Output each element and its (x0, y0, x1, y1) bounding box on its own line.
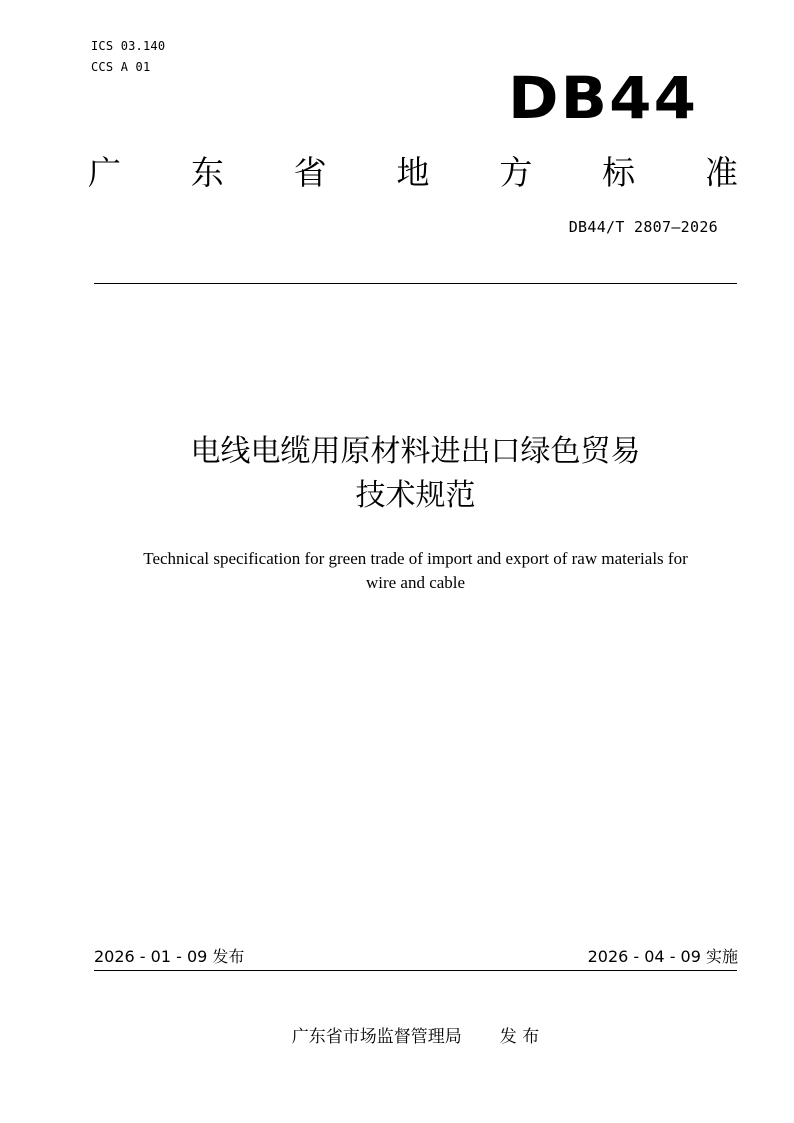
standard-type-char: 准 (704, 153, 738, 192)
standard-type-char: 广 (88, 153, 121, 192)
ics-code: ICS 03.140 (91, 39, 166, 53)
implementation-date: 2026 - 04 - 09 实施 (587, 947, 738, 966)
standard-type-heading (88, 150, 738, 196)
english-title-line: wire and cable (365, 573, 466, 592)
standard-type-char: 标 (602, 153, 636, 192)
publisher-line (94, 1025, 737, 1049)
db44-logo: DB44 (508, 64, 699, 132)
publish-label: 发 布 (499, 1027, 540, 1047)
bottom-divider (94, 970, 737, 971)
english-title (94, 547, 737, 595)
issue-date: 2026 - 01 - 09 发布 (94, 947, 245, 966)
chinese-title-line: 电线电缆用原材料进出口绿色贸易 (190, 434, 641, 469)
standard-type-char: 地 (396, 153, 430, 192)
top-divider (94, 283, 737, 284)
standard-number: DB44/T 2807—2026 (568, 218, 718, 236)
standard-type-char: 东 (190, 153, 224, 192)
standard-type-char: 方 (499, 153, 533, 192)
publisher-name: 广东省市场监督管理局 (291, 1027, 462, 1047)
chinese-title (94, 430, 737, 518)
standard-type-char: 省 (293, 153, 327, 192)
english-title-line: Technical specification for green trade of import and export of raw materials for (143, 549, 688, 568)
chinese-title-line: 技术规范 (355, 478, 476, 513)
ccs-code: CCS A 01 (91, 60, 151, 74)
